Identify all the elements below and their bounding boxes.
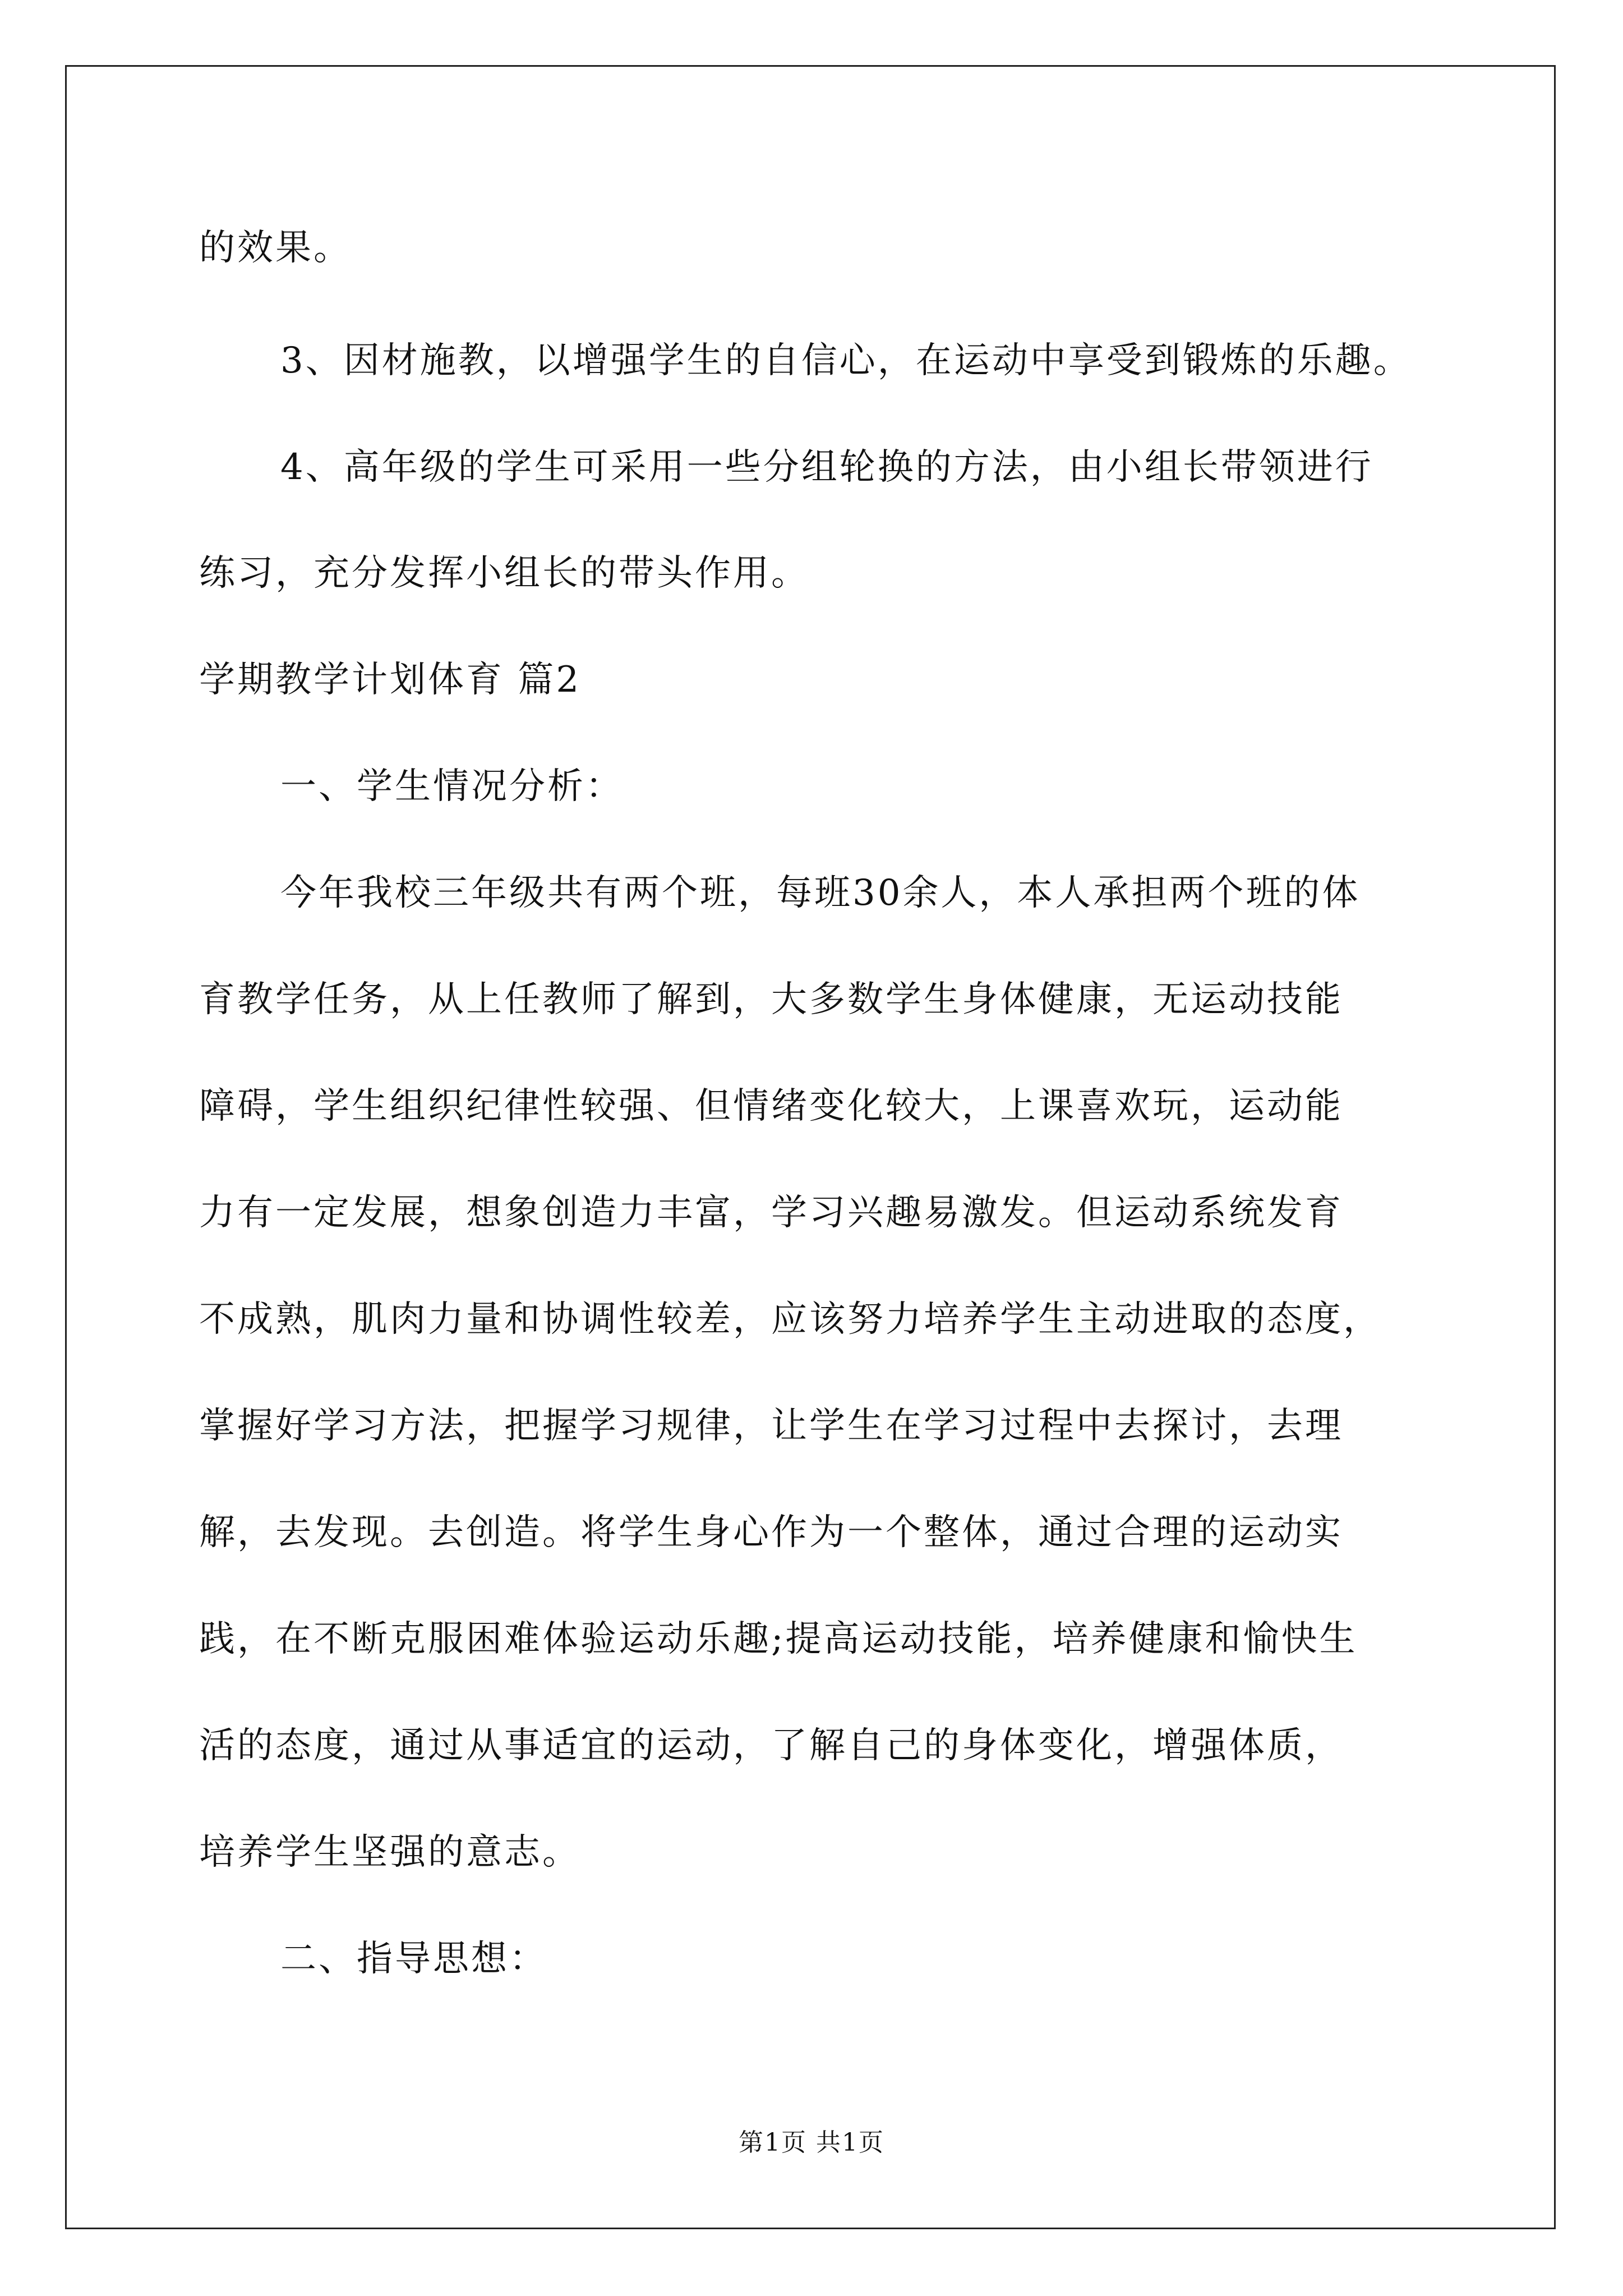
paragraph-line: 不成熟，肌肉力量和协调性较差，应该努力培养学生主动进取的态度， [199, 1299, 1381, 1340]
paragraph-line: 培养学生坚强的意志。 [199, 1832, 580, 1873]
section-heading: 学期教学计划体育 篇2 [199, 659, 582, 701]
paragraph-line: 练习，充分发挥小组长的带头作用。 [199, 553, 809, 594]
paragraph-line: 力有一定发展，想象创造力丰富，学习兴趣易激发。但运动系统发育 [199, 1192, 1343, 1234]
subsection-heading: 二、指导思想： [280, 1938, 547, 1980]
paragraph-line: 育教学任务，从上任教师了解到，大多数学生身体健康，无运动技能 [199, 979, 1343, 1020]
paragraph-line: 3、因材施教，以增强学生的自信心，在运动中享受到锻炼的乐趣。 [280, 340, 1412, 381]
paragraph-line: 今年我校三年级共有两个班，每班30余人，本人承担两个班的体 [280, 872, 1361, 914]
paragraph-line: 的效果。 [199, 227, 352, 269]
page-frame [65, 65, 1556, 2229]
paragraph-line: 障碍，学生组织纪律性较强、但情绪变化较大，上课喜欢玩，运动能 [199, 1085, 1343, 1127]
subsection-heading: 一、学生情况分析： [280, 766, 624, 807]
paragraph-line: 践，在不断克服困难体验运动乐趣;提高运动技能，培养健康和愉快生 [199, 1618, 1358, 1660]
paragraph-line: 解，去发现。去创造。将学生身心作为一个整体，通过合理的运动实 [199, 1512, 1343, 1553]
page-footer: 第1页 共1页 [739, 2128, 884, 2157]
paragraph-line: 活的态度，通过从事适宜的运动，了解自己的身体变化，增强体质， [199, 1725, 1343, 1766]
paragraph-line: 4、高年级的学生可采用一些分组轮换的方法，由小组长带领进行 [280, 447, 1373, 488]
paragraph-line: 掌握好学习方法，把握学习规律，让学生在学习过程中去探讨，去理 [199, 1405, 1343, 1447]
